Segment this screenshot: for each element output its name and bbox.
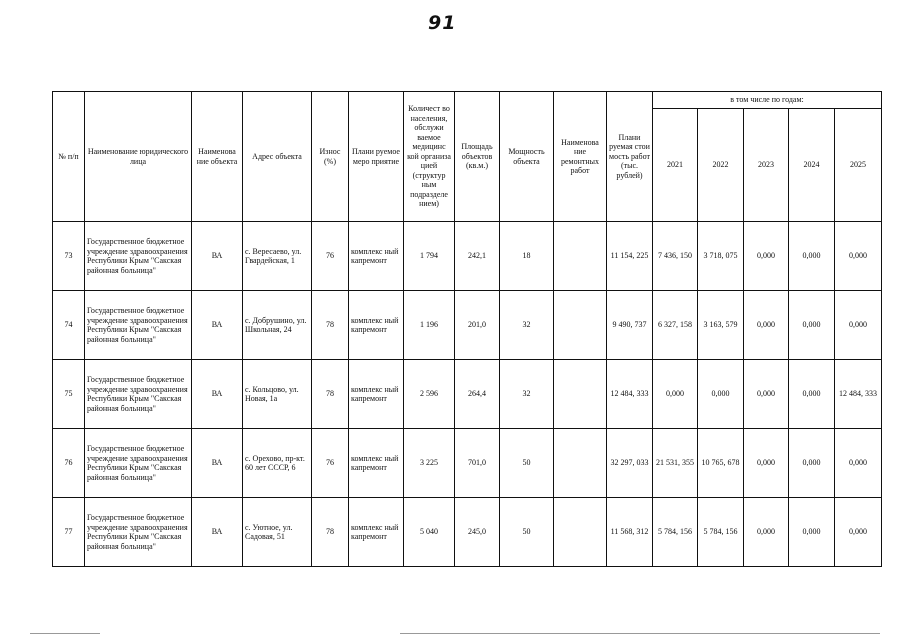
- cell-2024: 0,000: [789, 291, 835, 360]
- header-address: Адрес объекта: [243, 92, 312, 222]
- cell-2024: 0,000: [789, 360, 835, 429]
- cell-2025: 0,000: [835, 291, 882, 360]
- cell-2022: 3 718, 075: [698, 222, 744, 291]
- cell-area: 264,4: [455, 360, 500, 429]
- cell-measure: комплекс ный капремонт: [349, 429, 404, 498]
- cell-2023: 0,000: [744, 291, 789, 360]
- cell-capacity: 32: [500, 360, 554, 429]
- cell-object: ВА: [192, 498, 243, 567]
- header-planned-measure: Плани руемое меро приятие: [349, 92, 404, 222]
- cell-2021: 6 327, 158: [653, 291, 698, 360]
- cell-repair: [554, 498, 607, 567]
- cell-2025: 0,000: [835, 429, 882, 498]
- header-year-2025: 2025: [835, 109, 882, 222]
- cell-capacity: 32: [500, 291, 554, 360]
- cell-object: ВА: [192, 222, 243, 291]
- header-num: № п/п: [53, 92, 85, 222]
- cell-address: с. Вересаево, ул. Гвардейская, 1: [243, 222, 312, 291]
- header-capacity: Мощность объекта: [500, 92, 554, 222]
- cell-2024: 0,000: [789, 429, 835, 498]
- cell-measure: комплекс ный капремонт: [349, 498, 404, 567]
- header-object-name: Наименова ние объекта: [192, 92, 243, 222]
- cell-2021: 0,000: [653, 360, 698, 429]
- cell-capacity: 50: [500, 498, 554, 567]
- header-area: Площадь объектов (кв.м.): [455, 92, 500, 222]
- cell-cost: 12 484, 333: [607, 360, 653, 429]
- cell-area: 201,0: [455, 291, 500, 360]
- cell-cost: 9 490, 737: [607, 291, 653, 360]
- footer-line-left: [30, 633, 100, 634]
- header-planned-cost: Плани руемая стои мость работ (тыс. рублей): [607, 92, 653, 222]
- cell-2023: 0,000: [744, 429, 789, 498]
- table-row: [53, 429, 882, 498]
- cell-population: 1 794: [404, 222, 455, 291]
- cell-measure: комплекс ный капремонт: [349, 291, 404, 360]
- cell-repair: [554, 360, 607, 429]
- cell-area: 701,0: [455, 429, 500, 498]
- cell-address: с. Уютное, ул. Садовая, 51: [243, 498, 312, 567]
- cell-2021: 21 531, 355: [653, 429, 698, 498]
- cell-num: 73: [53, 222, 85, 291]
- header-year-2022: 2022: [698, 109, 744, 222]
- cell-org: Государственное бюджетное учреждение здравоохранения Республики Крым "Сакская районная больница": [85, 429, 192, 498]
- cell-2022: 3 163, 579: [698, 291, 744, 360]
- cell-wear: 78: [312, 360, 349, 429]
- cell-object: ВА: [192, 291, 243, 360]
- cell-org: Государственное бюджетное учреждение здравоохранения Республики Крым "Сакская районная больница": [85, 291, 192, 360]
- header-org-name: Наименование юридического лица: [85, 92, 192, 222]
- table-row: [53, 498, 882, 567]
- table-row: [53, 291, 882, 360]
- cell-area: 242,1: [455, 222, 500, 291]
- cell-cost: 11 568, 312: [607, 498, 653, 567]
- cell-2023: 0,000: [744, 360, 789, 429]
- table-row: [53, 222, 882, 291]
- cell-repair: [554, 222, 607, 291]
- cell-2025: 12 484, 333: [835, 360, 882, 429]
- cell-population: 2 596: [404, 360, 455, 429]
- cell-cost: 32 297, 033: [607, 429, 653, 498]
- cell-2022: 10 765, 678: [698, 429, 744, 498]
- header-year-2023: 2023: [744, 109, 789, 222]
- cell-2023: 0,000: [744, 222, 789, 291]
- cell-2025: 0,000: [835, 498, 882, 567]
- cell-measure: комплекс ный капремонт: [349, 360, 404, 429]
- cell-population: 1 196: [404, 291, 455, 360]
- cell-2022: 5 784, 156: [698, 498, 744, 567]
- cell-wear: 78: [312, 498, 349, 567]
- capital-repair-table: [52, 91, 882, 567]
- header-repair-name: Наименова ние ремонтных работ: [554, 92, 607, 222]
- header-by-years: в том числе по годам:: [653, 92, 882, 109]
- cell-measure: комплекс ный капремонт: [349, 222, 404, 291]
- cell-2023: 0,000: [744, 498, 789, 567]
- cell-num: 75: [53, 360, 85, 429]
- cell-num: 76: [53, 429, 85, 498]
- cell-address: с. Орехово, пр-кт. 60 лет СССР, 6: [243, 429, 312, 498]
- cell-address: с. Добрушино, ул. Школьная, 24: [243, 291, 312, 360]
- cell-num: 74: [53, 291, 85, 360]
- cell-wear: 76: [312, 222, 349, 291]
- cell-repair: [554, 429, 607, 498]
- cell-cost: 11 154, 225: [607, 222, 653, 291]
- cell-num: 77: [53, 498, 85, 567]
- cell-capacity: 50: [500, 429, 554, 498]
- cell-2025: 0,000: [835, 222, 882, 291]
- footer-line-right: [400, 633, 880, 634]
- cell-wear: 78: [312, 291, 349, 360]
- cell-area: 245,0: [455, 498, 500, 567]
- header-population: Количест во населения, обслужи ваемое медицинс кой организа цией (структур ным подразделе нием): [404, 92, 455, 222]
- header-wear: Износ (%): [312, 92, 349, 222]
- cell-object: ВА: [192, 360, 243, 429]
- cell-2021: 7 436, 150: [653, 222, 698, 291]
- cell-org: Государственное бюджетное учреждение здравоохранения Республики Крым "Сакская районная больница": [85, 360, 192, 429]
- header-year-2024: 2024: [789, 109, 835, 222]
- cell-address: с. Кольцово, ул. Новая, 1а: [243, 360, 312, 429]
- cell-population: 5 040: [404, 498, 455, 567]
- cell-2024: 0,000: [789, 222, 835, 291]
- cell-org: Государственное бюджетное учреждение здравоохранения Республики Крым "Сакская районная больница": [85, 498, 192, 567]
- cell-2024: 0,000: [789, 498, 835, 567]
- cell-capacity: 18: [500, 222, 554, 291]
- cell-population: 3 225: [404, 429, 455, 498]
- cell-2021: 5 784, 156: [653, 498, 698, 567]
- cell-wear: 76: [312, 429, 349, 498]
- table-row: [53, 360, 882, 429]
- cell-object: ВА: [192, 429, 243, 498]
- cell-2022: 0,000: [698, 360, 744, 429]
- cell-org: Государственное бюджетное учреждение здравоохранения Республики Крым "Сакская районная больница": [85, 222, 192, 291]
- cell-repair: [554, 291, 607, 360]
- header-year-2021: 2021: [653, 109, 698, 222]
- page-number: 91: [428, 12, 457, 34]
